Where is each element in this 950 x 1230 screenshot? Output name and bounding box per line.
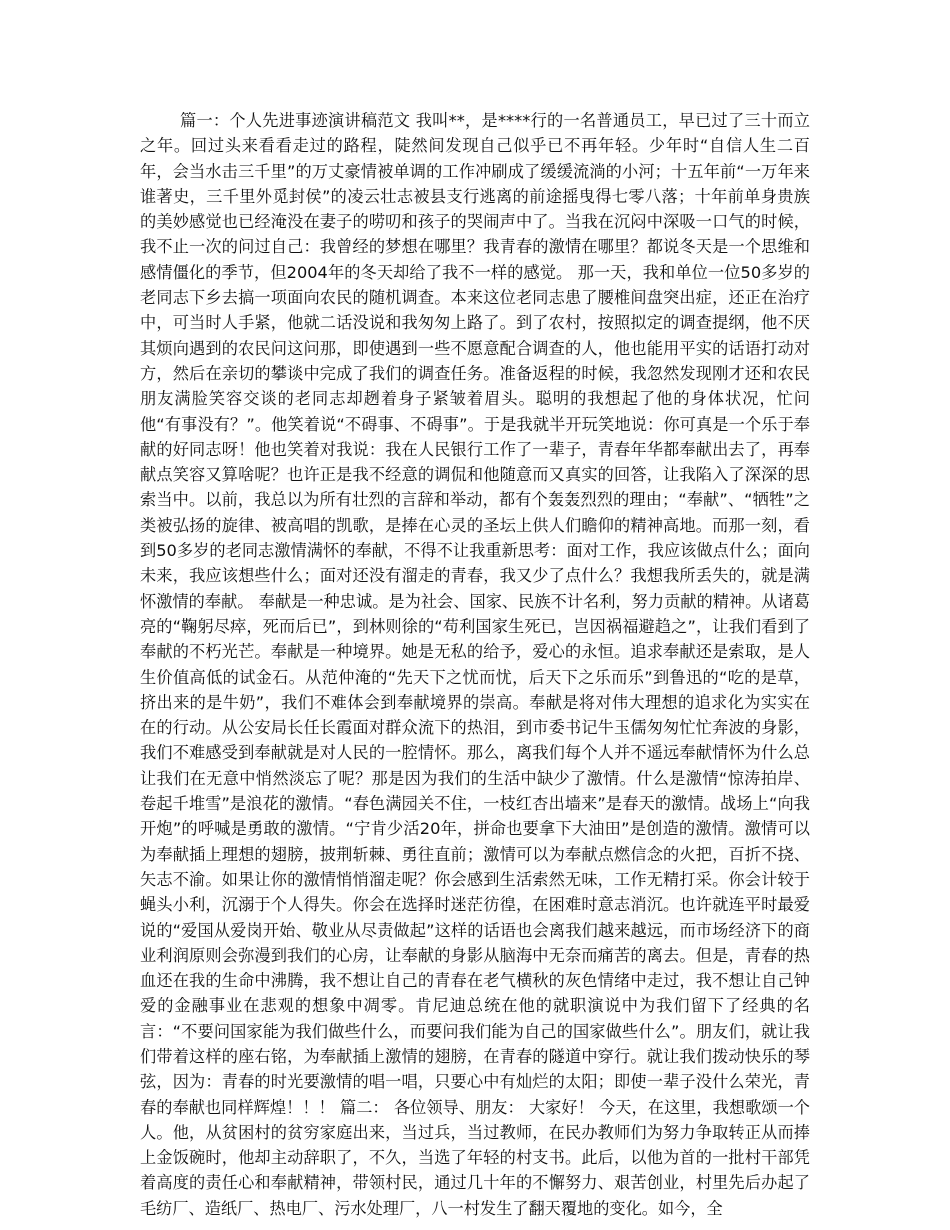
document-body-text: 篇一：个人先进事迹演讲稿范文 我叫**，是****行的一名普通员工，早已过了三十而立之年。回过头来看看走过的路程，陡然间发现自己似乎已不再年轻。少年时“自信人生二百年，会当水击三千里”的万丈豪情被单调的工作冲刷成了缓缓流淌的小河；十五年前“一万年来谁著史，三千里外觅封侯”的凌云壮志被县支行逃离的前途摇曳得七零八落；十年前单身贵族的美妙感觉也已经淹没在妻子的唠叨和孩子的哭闹声中了。当我在沉闷中深吸一口气的时候，我不止一次的问过自己：我曾经的梦想在哪里？我青春的激情在哪里？都说冬天是一个思维和感情僵化的季节，但2004年的冬天却给了我不一样的感觉。 那一天，我和单位一位50多岁的老同志下乡去搞一项面向农民的随机调查。本来这位老同志患了腰椎间盘突出症，还正在治疗中，可当时人手紧，他就二话没说和我匆匆上路了。到了农村，按照拟定的调查提纲，他不厌其烦向遇到的农民问这问那，即使遇到一些不愿意配合调查的人，他也能用平实的话语打动对方，然后在亲切的攀谈中完成了我们的调查任务。准备返程的时候，我忽然发现刚才还和农民朋友满脸笑容交谈的老同志却趔着身子紧皱着眉头。聪明的我想起了他的身体状况，忙问他“有事没有？”。他笑着说“不碍事、不碍事”。于是我就半开玩笑地说：你可真是一个乐于奉献的好同志呀！他也笑着对我说：我在人民银行工作了一辈子，青春年华都奉献出去了，再奉献点笑容又算啥呢？也许正是我不经意的调侃和他随意而又真实的回答，让我陷入了深深的思索当中。以前，我总以为所有壮烈的言辞和举动，都有个轰轰烈烈的理由；“奉献”、“牺牲”之类被弘扬的旋律、被高唱的凯歌，是捧在心灵的圣坛上供人们瞻仰的精神高地。而那一刻，看到50多岁的老同志激情满怀的奉献，不得不让我重新思考：面对工作，我应该做点什么；面向未来，我应该想些什么；面对还没有溜走的青春，我又少了点什么？我想我所丢失的，就是满怀激情的奉献。 奉献是一种忠诚。是为社会、国家、民族不计名利，努力贡献的精神。从诸葛亮的“鞠躬尽瘁，死而后已”，到林则徐的“苟利国家生死已，岂因祸福避趋之”，让我们看到了奉献的不朽光芒。奉献是一种境界。她是无私的给予，爱心的永恒。追求奉献还是索取，是人生价值高低的试金石。从范仲淹的“先天下之忧而忧，后天下之乐而乐”到鲁迅的“吃的是草，挤出来的是牛奶”，我们不难体会到奉献境界的崇高。奉献是将对伟大理想的追求化为实实在在的行动。从公安局长任长霞面对群众流下的热泪，到市委书记牛玉儒匆匆忙忙奔波的身影，我们不难感受到奉献就是对人民的一腔情怀。那么，离我们每个人并不遥远奉献情怀为什么总让我们在无意中悄然淡忘了呢？那是因为我们的生活中缺少了激情。什么是激情“惊涛拍岸、卷起千堆雪”是浪花的激情。“春色满园关不住，一枝红杏出墙来”是春天的激情。战场上“向我开炮”的呼喊是勇敢的激情。“宁肯少活20年，拼命也要拿下大油田”是创造的激情。激情可以为奉献插上理想的翅膀，披荆斩棘、勇往直前；激情可以为奉献点燃信念的火把，百折不挠、矢志不渝。如果让你的激情悄悄溜走呢？你会感到生活索然无味，工作无精打采。你会计较于蝇头小利，沉溺于个人得失。你会在选择时迷茫彷徨，在困难时意志消沉。也许就连平时最爱说的“爱国从爱岗开始、敬业从尽责做起”这样的话语也会离我们越来越远，而市场经济下的商业利润原则会弥漫到我们的心房，让奉献的身影从脑海中无奈而痛苦的离去。但是，青春的热血还在我的生命中沸腾，我不想让自己的青春在老气横秋的灰色情绪中走过，我不想让自己钟爱的金融事业在悲观的想象中凋零。肯尼迪总统在他的就职演说中为我们留下了经典的名言：“不要问国家能为我们做些什么，而要问我们能为自己的国家做些什么”。朋友们，就让我们带着这样的座右铭，为奉献插上激情的翅膀，在青春的隧道中穿行。就让我们拨动快乐的琴弦，因为：青春的时光要激情的唱一唱，只要心中有灿烂的太阳；即使一辈子没什么荣光，青春的奉献也同样辉煌！！！ 篇二： 各位领导、朋友： 大家好！ 今天，在这里，我想歌颂一个人。他，从贫困村的贫穷家庭出来，当过兵，当过教师，在民办教师们为努力争取转正从而捧上金饭碗时，他却主动辞职了，不久，当选了年轻的村支书。此后，以他为首的一批村干部凭着高度的责任心和奉献精神，带领村民，通过几十年的不懈努力、艰苦创业，村里先后办起了毛纺厂、造纸厂、热电厂、污水处理厂，八一村发生了翻天覆地的变化。如今，全 xyxy=(140,111,810,1218)
